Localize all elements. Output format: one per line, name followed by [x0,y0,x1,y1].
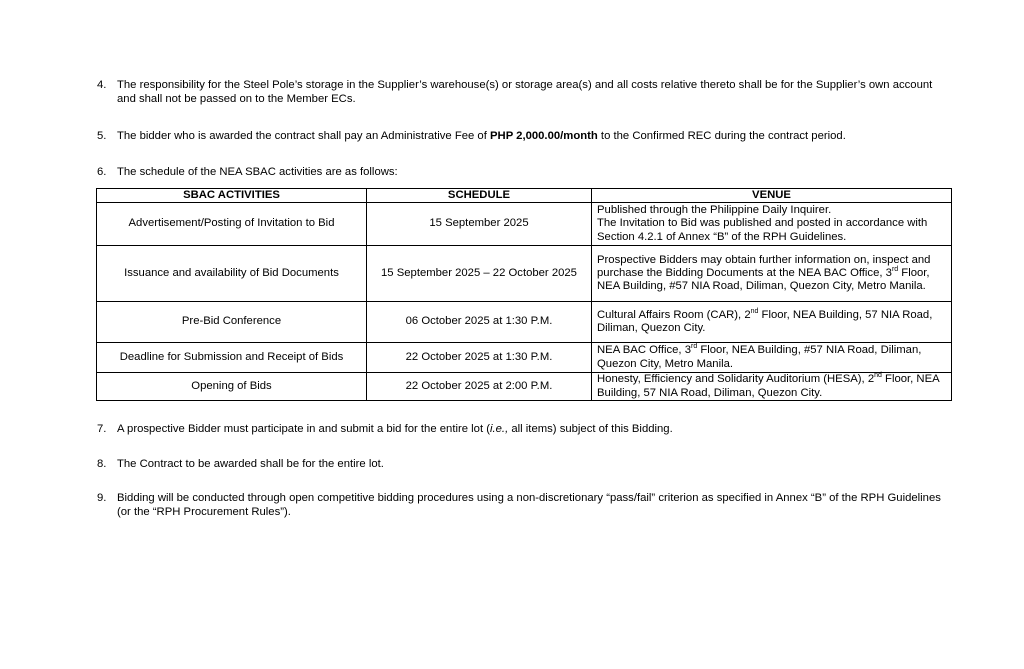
list-item-text [117,130,953,144]
schedule-cell: 22 October 2025 at 1:30 P.M. [367,343,592,373]
venue-line: Published through the Philippine Daily Inquirer. [597,204,832,217]
text-segment: The bidder who is awarded the contract shall pay an Administrative Fee of [117,130,490,142]
venue-text: NEA BAC Office, 3 [597,344,691,357]
list-item-text [117,423,953,437]
administrative-fee-amount: PHP 2,000.00/month [490,130,598,142]
table-header-row [97,189,952,203]
venue-text: Cultural Affairs Room (CAR), 2 [597,308,751,321]
list-item-text: The schedule of the NEA SBAC activities are as follows: [117,166,398,178]
column-header-venue: VENUE [592,189,952,203]
activity-cell: Opening of Bids [97,373,367,401]
list-item-number: 9. [97,492,107,504]
schedule-cell: 15 September 2025 [367,203,592,246]
list-item-4 [97,79,953,106]
venue-text: Floor, NEA Building, 57 NIA Road, Diliman, Quezon City. [597,373,940,399]
venue-text: Prospective Bidders may obtain further information on, inspect and purchase the Bidding Documents at the NEA BAC Office, 3 [597,253,931,279]
venue-cell [592,343,952,373]
schedule-cell: 22 October 2025 at 2:00 P.M. [367,373,592,401]
venue-line: The Invitation to Bid was published and posted in accordance with Section 4.2.1 of Annex “B” of the RPH Guidelines. [597,217,928,243]
activity-cell: Pre-Bid Conference [97,302,367,343]
venue-cell [592,246,952,302]
venue-cell [592,373,952,401]
ordinal-suffix: rd [690,343,698,351]
venue-cell [592,302,952,343]
list-item-9 [97,492,953,519]
sbac-schedule-table [96,188,952,401]
ordinal-suffix: nd [750,308,759,316]
list-item-number: 8. [97,458,107,470]
schedule-cell: 06 October 2025 at 1:30 P.M. [367,302,592,343]
activity-cell: Issuance and availability of Bid Documents [97,246,367,302]
list-item-7 [97,423,953,437]
text-segment: to the Confirmed REC during the contract period. [597,130,846,142]
table-row [97,373,952,401]
list-item-number: 4. [97,79,107,91]
text-segment-italic: i.e., [490,423,509,435]
table-row [97,203,952,246]
text-segment: all items) subject of this Bidding. [508,423,673,435]
table-row [97,302,952,343]
list-item-text: The Contract to be awarded shall be for the entire lot. [117,458,384,470]
activity-cell: Deadline for Submission and Receipt of Bids [97,343,367,373]
list-item-number: 5. [97,130,107,142]
venue-text: Floor, NEA Building, #57 NIA Road, Diliman, Quezon City, Metro Manila. [597,266,930,293]
table-row [97,246,952,302]
column-header-schedule: SCHEDULE [367,189,592,203]
column-header-activities: SBAC ACTIVITIES [97,189,367,203]
venue-text: Floor, NEA Building, 57 NIA Road, Diliman, Quezon City. [597,308,933,334]
list-item-6 [97,166,953,180]
venue-text: Floor, NEA Building, #57 NIA Road, Diliman, Quezon City, Metro Manila. [597,344,922,370]
venue-cell [592,203,952,246]
list-item-number: 7. [97,423,107,435]
schedule-cell: 15 September 2025 – 22 October 2025 [367,246,592,302]
list-item-text: The responsibility for the Steel Pole’s storage in the Supplier’s warehouse(s) or storage area(s) and all costs relative thereto shall be for the Supplier’s own account and shall not be passed on to the Member ECs. [117,79,933,105]
table-row [97,343,952,373]
list-item-5 [97,130,953,144]
list-item-text: Bidding will be conducted through open competitive bidding procedures using a non-discretionary “pass/fail” criterion as specified in Annex “B” of the RPH Guidelines (or the “RPH Procurement Rules”). [117,492,941,518]
list-item-number: 6. [97,166,107,178]
ordinal-suffix: rd [891,266,899,274]
activity-cell: Advertisement/Posting of Invitation to Bid [97,203,367,246]
venue-text: Honesty, Efficiency and Solidarity Auditorium (HESA), 2 [597,373,875,386]
ordinal-suffix: nd [874,372,882,380]
text-segment: A prospective Bidder must participate in and submit a bid for the entire lot ( [117,423,490,435]
list-item-8 [97,458,953,472]
